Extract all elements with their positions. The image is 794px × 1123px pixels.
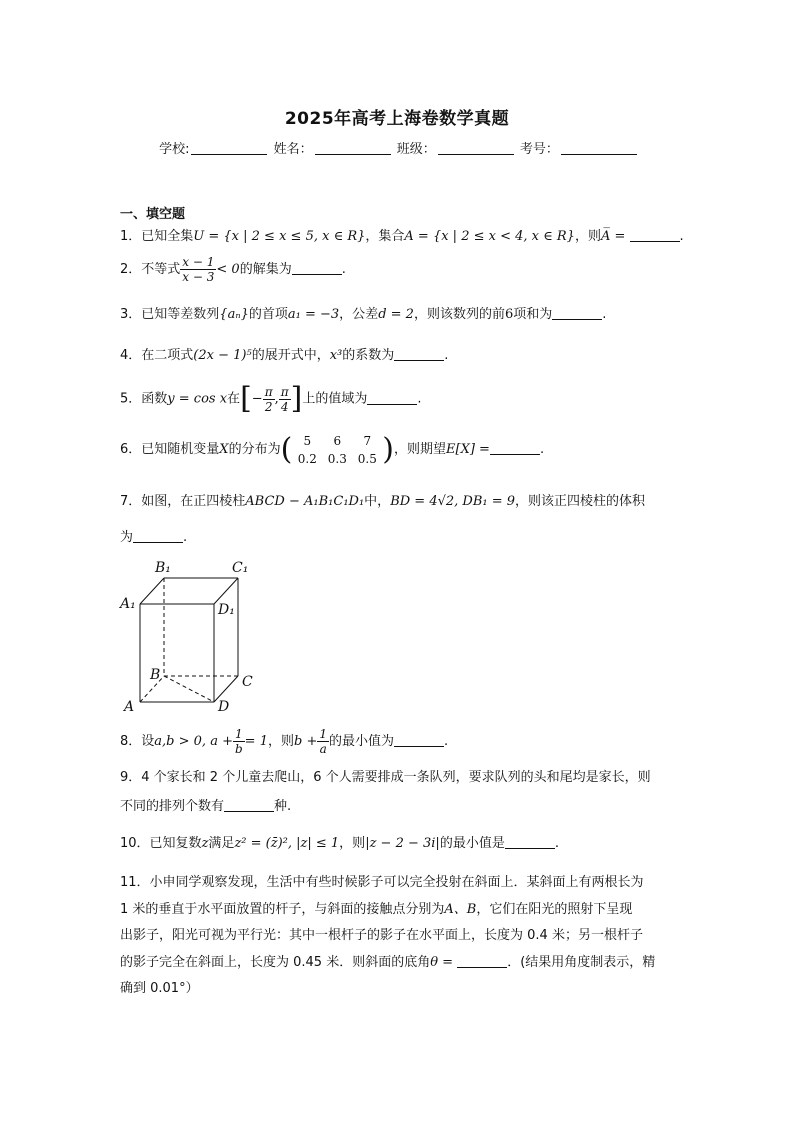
answer-blank[interactable] xyxy=(552,306,602,320)
fraction-denominator: a xyxy=(319,742,327,756)
question-number: 7． xyxy=(120,494,142,509)
question-text: ，则期望 xyxy=(394,442,447,457)
formula: {aₙ} xyxy=(219,307,249,322)
question-number: 4． xyxy=(120,348,142,363)
question-text: 函数 xyxy=(141,391,168,407)
school-blank[interactable] xyxy=(191,141,267,155)
answer-blank[interactable] xyxy=(630,228,680,242)
name-label: 姓名： xyxy=(273,142,313,157)
distribution-table xyxy=(292,432,382,468)
answer-blank[interactable] xyxy=(224,798,274,812)
right-bracket: ] xyxy=(290,381,303,416)
fraction xyxy=(317,727,329,756)
matrix-cell: 0.3 xyxy=(327,451,347,466)
question-text: 在 xyxy=(227,391,241,407)
class-blank[interactable] xyxy=(438,141,514,155)
fraction-denominator: x − 3 xyxy=(182,270,215,284)
formula: 6 xyxy=(504,307,514,322)
answer-blank[interactable] xyxy=(394,733,444,747)
question-text: ，则 xyxy=(267,734,294,749)
fraction-numerator: 1 xyxy=(319,727,327,741)
question-2 xyxy=(120,255,346,284)
formula: E[X] = xyxy=(446,442,490,457)
question-1 xyxy=(120,227,684,247)
left-paren: ( xyxy=(280,431,293,467)
question-number: 5． xyxy=(120,391,142,407)
fraction xyxy=(233,727,245,756)
question-number: 6． xyxy=(120,442,142,457)
question-text: . xyxy=(554,836,559,851)
right-paren: ) xyxy=(382,431,395,467)
vertex-label-a: A xyxy=(124,699,135,715)
answer-blank[interactable] xyxy=(457,954,507,968)
question-text: 的最小值为 xyxy=(328,734,394,749)
fraction xyxy=(279,385,291,414)
question-text-line xyxy=(120,950,676,977)
question-7 xyxy=(120,492,645,512)
answer-blank[interactable] xyxy=(505,835,555,849)
question-text: 上的值域为 xyxy=(302,391,368,407)
comma: , xyxy=(274,391,279,407)
question-text: ，公差 xyxy=(339,307,379,322)
question-number: 2． xyxy=(120,262,142,277)
question-text: 的影子完全在斜面上，长度为 0.45 米．则斜面的底角 xyxy=(120,954,431,970)
question-3 xyxy=(120,305,606,325)
question-number: 10． xyxy=(120,836,150,851)
exam-number-label: 考号： xyxy=(519,142,559,157)
question-text: ，则 xyxy=(339,836,366,851)
vertex-label-d: D xyxy=(218,699,230,715)
matrix-cell: 7 xyxy=(363,433,372,448)
question-5 xyxy=(120,381,421,418)
question-text: 满足 xyxy=(208,836,235,851)
vertex-label-c1: C₁ xyxy=(232,560,249,576)
fraction-denominator: b xyxy=(234,742,243,756)
question-text: 的解集为 xyxy=(239,262,292,277)
question-text: 设 xyxy=(141,734,155,749)
question-text: 的系数为 xyxy=(342,348,395,363)
question-4 xyxy=(120,346,448,366)
question-text: 已知复数 xyxy=(149,836,202,851)
matrix-cell: 5 xyxy=(303,433,312,448)
vertex-label-a1: A₁ xyxy=(120,596,136,612)
student-info-line xyxy=(0,138,794,157)
question-text: 11．小申同学观察发现，生活中有些时候影子可以完全投射在斜面上．某斜面上有两根长为 xyxy=(120,875,644,890)
question-11 xyxy=(120,870,676,1003)
question-text: . xyxy=(341,262,346,277)
vertex-label-d1: D₁ xyxy=(218,602,235,618)
fraction xyxy=(263,385,275,414)
vertex-label-b: B xyxy=(150,667,161,683)
answer-blank[interactable] xyxy=(292,261,342,275)
question-text-line xyxy=(120,897,676,924)
fraction-numerator: π xyxy=(264,384,273,399)
formula: a₁ = −3 xyxy=(287,307,340,322)
question-text: . xyxy=(444,348,449,363)
formula: z² = (z̄)², |z| ≤ 1 xyxy=(234,836,340,851)
question-9-continued xyxy=(120,797,291,817)
question-text: 项和为 xyxy=(513,307,553,322)
school-label: 学校: xyxy=(159,142,190,157)
class-label: 班级： xyxy=(396,142,436,157)
answer-blank[interactable] xyxy=(490,441,540,455)
question-text: 如图，在正四棱柱 xyxy=(141,494,246,509)
question-6 xyxy=(120,430,544,470)
fraction-numerator: π xyxy=(280,384,289,399)
answer-blank[interactable] xyxy=(367,391,417,405)
formula: A、B xyxy=(444,901,477,917)
formula: b + xyxy=(293,734,318,749)
question-text: ，集合 xyxy=(365,229,405,244)
formula: d = 2 xyxy=(378,307,414,322)
minus-sign: − xyxy=(251,391,263,407)
formula: y = cos x xyxy=(167,391,228,407)
question-text: 的首项 xyxy=(248,307,288,322)
question-text: 已知随机变量 xyxy=(141,442,220,457)
question-text: 确到 0.01°） xyxy=(120,981,199,996)
formula: x³ xyxy=(329,348,343,363)
question-7-continued xyxy=(120,528,187,548)
question-text: 中， xyxy=(364,494,391,509)
fraction-denominator: 4 xyxy=(280,399,289,414)
question-text: 1 米的垂直于水平面放置的杆子，与斜面的接触点分别为 xyxy=(120,901,445,917)
formula: a,b > 0, a + xyxy=(154,734,233,749)
question-text: 已知全集 xyxy=(141,229,194,244)
formula: θ = xyxy=(430,954,454,970)
name-blank[interactable] xyxy=(315,141,391,155)
question-text: . xyxy=(444,734,449,749)
matrix-cell: 0.5 xyxy=(357,451,377,466)
formula: = 1 xyxy=(244,734,268,749)
formula: U = {x | 2 ≤ x ≤ 5, x ∈ R} xyxy=(193,229,366,244)
section-title: 一、填空题 xyxy=(120,207,186,222)
question-text: ，则该正四棱柱的体积 xyxy=(515,494,646,509)
question-10 xyxy=(120,834,559,854)
matrix-cell: 0.2 xyxy=(297,451,317,466)
question-text: 已知等差数列 xyxy=(141,307,220,322)
left-bracket: [ xyxy=(240,381,252,416)
question-text: 的展开式中， xyxy=(251,348,330,363)
page-title: 2025年高考上海卷数学真题 xyxy=(284,109,510,129)
matrix-cell: 6 xyxy=(333,433,342,448)
question-text: 出影子，阳光可视为平行光：其中一根杆子的影子在水平面上，长度为 0.4 米；另一根杆子 xyxy=(120,928,643,943)
exam-number-blank[interactable] xyxy=(561,141,637,155)
vertex-label-b1: B₁ xyxy=(155,560,171,576)
vertex-label-c: C xyxy=(242,674,253,690)
hidden-diagonal-bd xyxy=(164,676,214,702)
formula: |z − 2 − 3i| xyxy=(365,836,440,851)
question-text: 不同的排列个数有 xyxy=(120,799,225,814)
question-8 xyxy=(120,726,448,758)
question-text: 为 xyxy=(120,530,134,545)
question-text: 在二项式 xyxy=(141,348,194,363)
question-text: 不等式 xyxy=(141,262,181,277)
question-text: 的分布为 xyxy=(228,442,281,457)
question-text: ，则该数列的前 xyxy=(413,307,505,322)
formula: < 0 xyxy=(216,262,240,277)
formula: ABCD − A₁B₁C₁D₁ xyxy=(245,494,365,509)
fraction-numerator: 1 xyxy=(233,727,245,742)
question-number: 3． xyxy=(120,307,142,322)
formula: z xyxy=(201,836,209,851)
prism-figure xyxy=(115,555,265,715)
question-text: . xyxy=(183,530,188,545)
fraction-numerator: x − 1 xyxy=(182,255,215,269)
question-9 xyxy=(120,768,651,788)
question-text: 的最小值是 xyxy=(439,836,505,851)
question-text: 9．4 个家长和 2 个儿童去爬山，6 个人需要排成一条队列，要求队列的头和尾均是家长，则 xyxy=(120,770,651,785)
question-number: 8． xyxy=(120,734,142,749)
question-text: . xyxy=(539,442,545,457)
formula: (2x − 1)⁵ xyxy=(193,348,252,363)
question-text: 种. xyxy=(274,799,292,814)
fraction xyxy=(180,255,216,284)
question-text: . xyxy=(417,391,422,407)
question-text: . xyxy=(679,229,684,244)
question-text: ．(结果用角度制表示，精 xyxy=(507,954,656,970)
question-text: ，则 xyxy=(574,229,601,244)
formula: X xyxy=(219,442,229,457)
answer-blank[interactable] xyxy=(133,529,183,543)
answer-blank[interactable] xyxy=(394,347,444,361)
edge-c1d1 xyxy=(214,578,238,604)
formula: A = {x | 2 ≤ x < 4, x ∈ R} xyxy=(404,229,575,244)
formula: A̅ = xyxy=(600,229,626,244)
question-text: ，它们在阳光的照射下呈现 xyxy=(476,901,633,917)
question-number: 1． xyxy=(120,229,142,244)
fraction-denominator: 2 xyxy=(264,399,273,414)
formula: BD = 4√2, DB₁ = 9 xyxy=(390,494,516,509)
question-text: . xyxy=(602,307,607,322)
edge-a1b1 xyxy=(140,578,164,604)
